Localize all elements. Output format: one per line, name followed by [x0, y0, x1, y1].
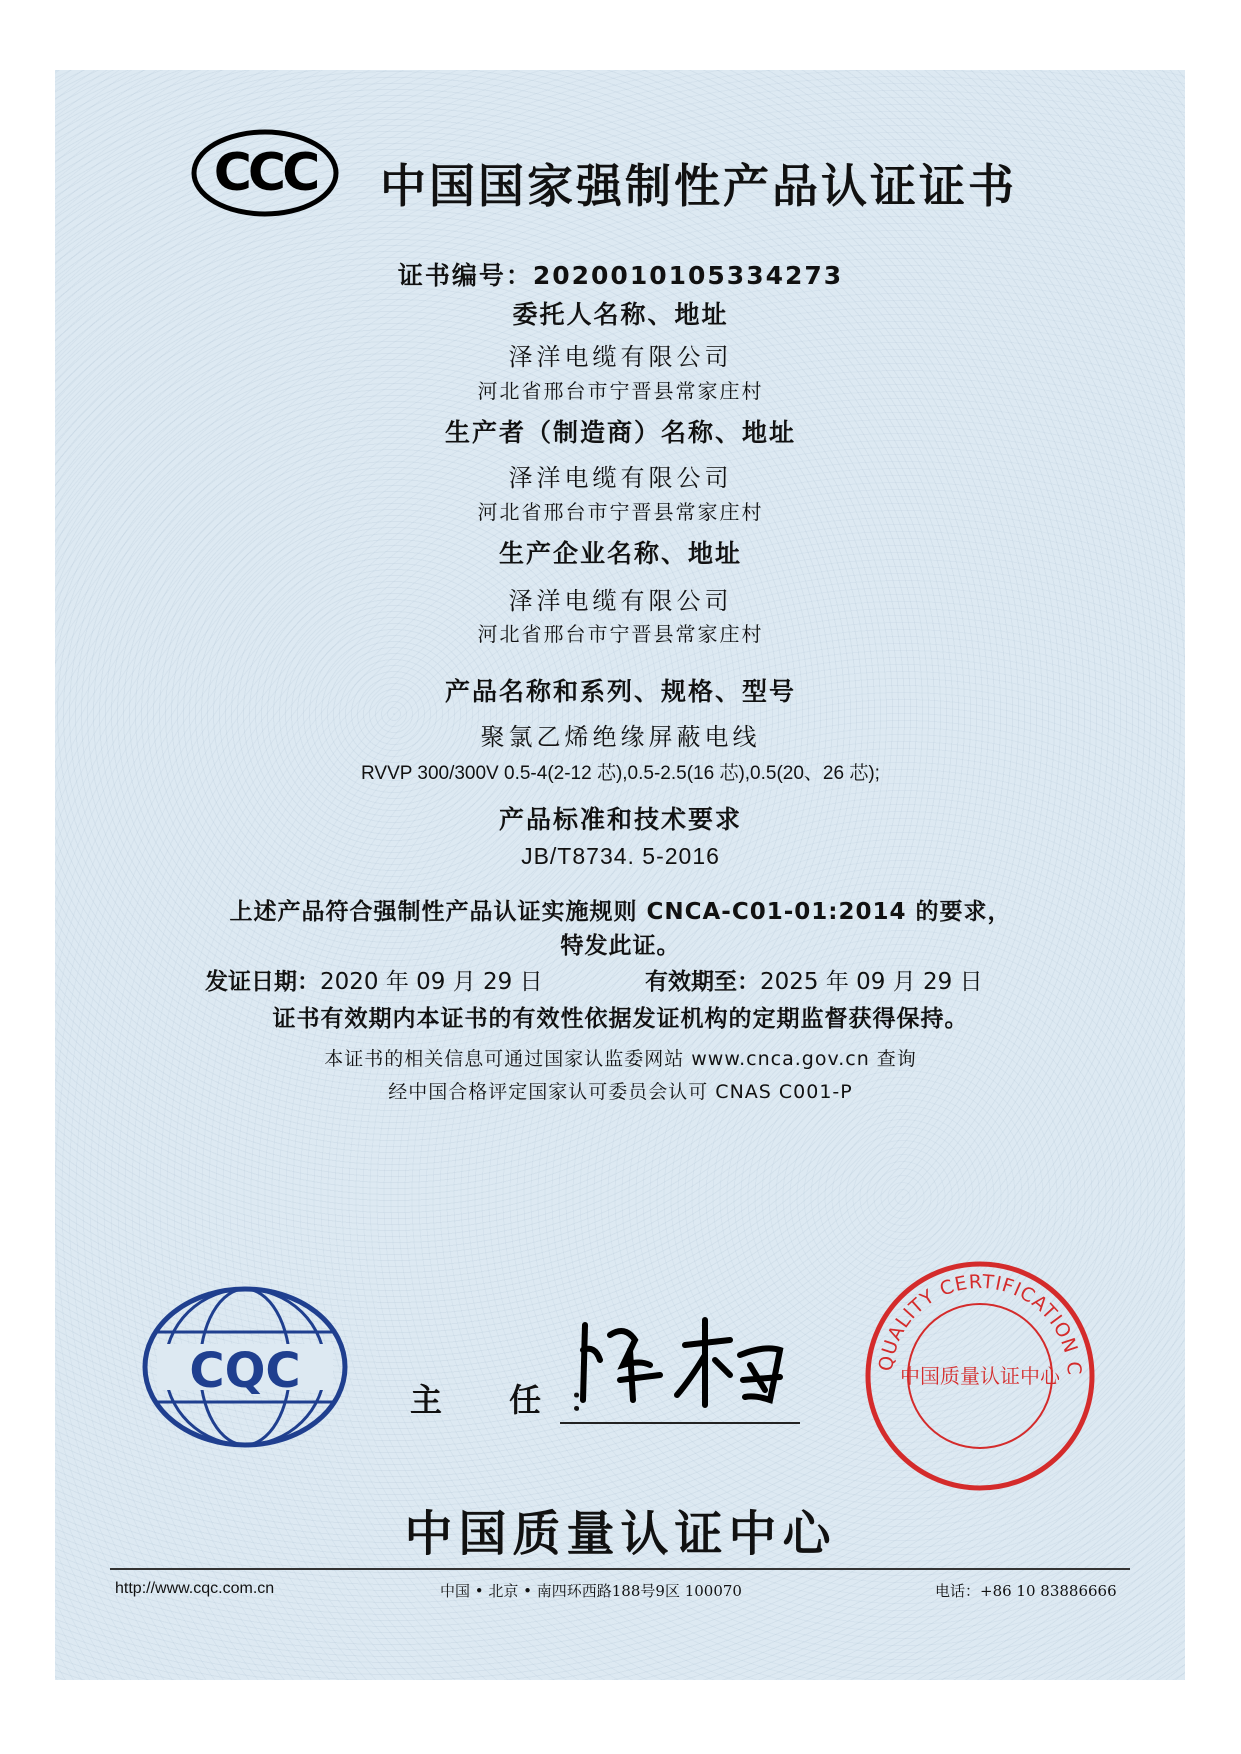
issuing-authority: 中国质量认证中心 [404, 1506, 837, 1562]
conformity-statement-end: 特发此证。 [560, 933, 681, 959]
ccc-logo [190, 128, 340, 218]
official-seal [862, 1258, 1098, 1494]
seal-outer-text: QUALITY CERTIFICATION C [874, 1270, 1086, 1377]
standard-value: JB/T8734. 5-2016 [521, 843, 720, 869]
issue-date-row [205, 963, 543, 996]
product-model: RVVP 300/300V 0.5-4(2-12 芯),0.5-2.5(16 芯),0.5(20、26 芯); [361, 763, 880, 784]
footer-address: 中国 • 北京 • 南四环西路188号9区 100070 [440, 1582, 742, 1600]
product-heading: 产品名称和系列、规格、型号 [444, 677, 796, 706]
manufacturer-heading: 生产者（制造商）名称、地址 [444, 418, 796, 447]
ccc-logo-text: CCC [213, 143, 317, 203]
manufacturer-address: 河北省邢台市宁晋县常家庄村 [477, 500, 764, 524]
standard-heading: 产品标准和技术要求 [498, 805, 742, 834]
factory-address: 河北省邢台市宁晋县常家庄村 [477, 622, 764, 646]
footer-divider [110, 1568, 1130, 1570]
applicant-name: 泽洋电缆有限公司 [508, 343, 733, 371]
certificate-title: 中国国家强制性产品认证证书 [380, 159, 1017, 213]
issue-date: 2020 年 09 月 29 日 [320, 969, 543, 995]
applicant-address: 河北省邢台市宁晋县常家庄村 [477, 379, 764, 403]
factory-heading: 生产企业名称、地址 [498, 539, 742, 568]
certificate-number: 2020010105334273 [532, 261, 844, 290]
cqc-logo-text: CQC [189, 1343, 301, 1399]
seal-inner-text: 中国质量认证中心 [900, 1364, 1060, 1388]
issue-date-label: 发证日期： [205, 969, 320, 995]
product-name: 聚氯乙烯绝缘屏蔽电线 [480, 723, 761, 751]
conformity-statement: 上述产品符合强制性产品认证实施规则 CNCA-C01-01:2014 的要求， [229, 899, 1012, 925]
footer-phone: 电话：+86 10 83886666 [935, 1582, 1117, 1600]
svg-text:CHINA QUALITY CERTIFICATION CE [862, 1258, 1085, 1379]
applicant-heading: 委托人名称、地址 [512, 300, 729, 329]
info-website-line: 本证书的相关信息可通过国家认监委网站 www.cnca.gov.cn 查询 [324, 1048, 917, 1070]
director-signature [565, 1305, 805, 1425]
certificate-number-label: 证书编号： [397, 261, 533, 290]
footer-website[interactable]: http://www.cqc.com.cn [115, 1580, 275, 1597]
cqc-logo [135, 1282, 355, 1452]
validity-note: 证书有效期内本证书的有效性依据发证机构的定期监督获得保持。 [272, 1006, 969, 1032]
factory-name: 泽洋电缆有限公司 [508, 587, 733, 615]
expiry-date: 2025 年 09 月 29 日 [760, 969, 983, 995]
director-label: 主 任： [410, 1381, 630, 1419]
manufacturer-name: 泽洋电缆有限公司 [508, 464, 733, 492]
signature-line [560, 1422, 800, 1424]
certificate-number-row [0, 256, 1241, 292]
info-accreditation-line: 经中国合格评定国家认可委员会认可 CNAS C001-P [388, 1081, 853, 1103]
expiry-date-row [645, 963, 983, 996]
expiry-date-label: 有效期至： [645, 969, 760, 995]
